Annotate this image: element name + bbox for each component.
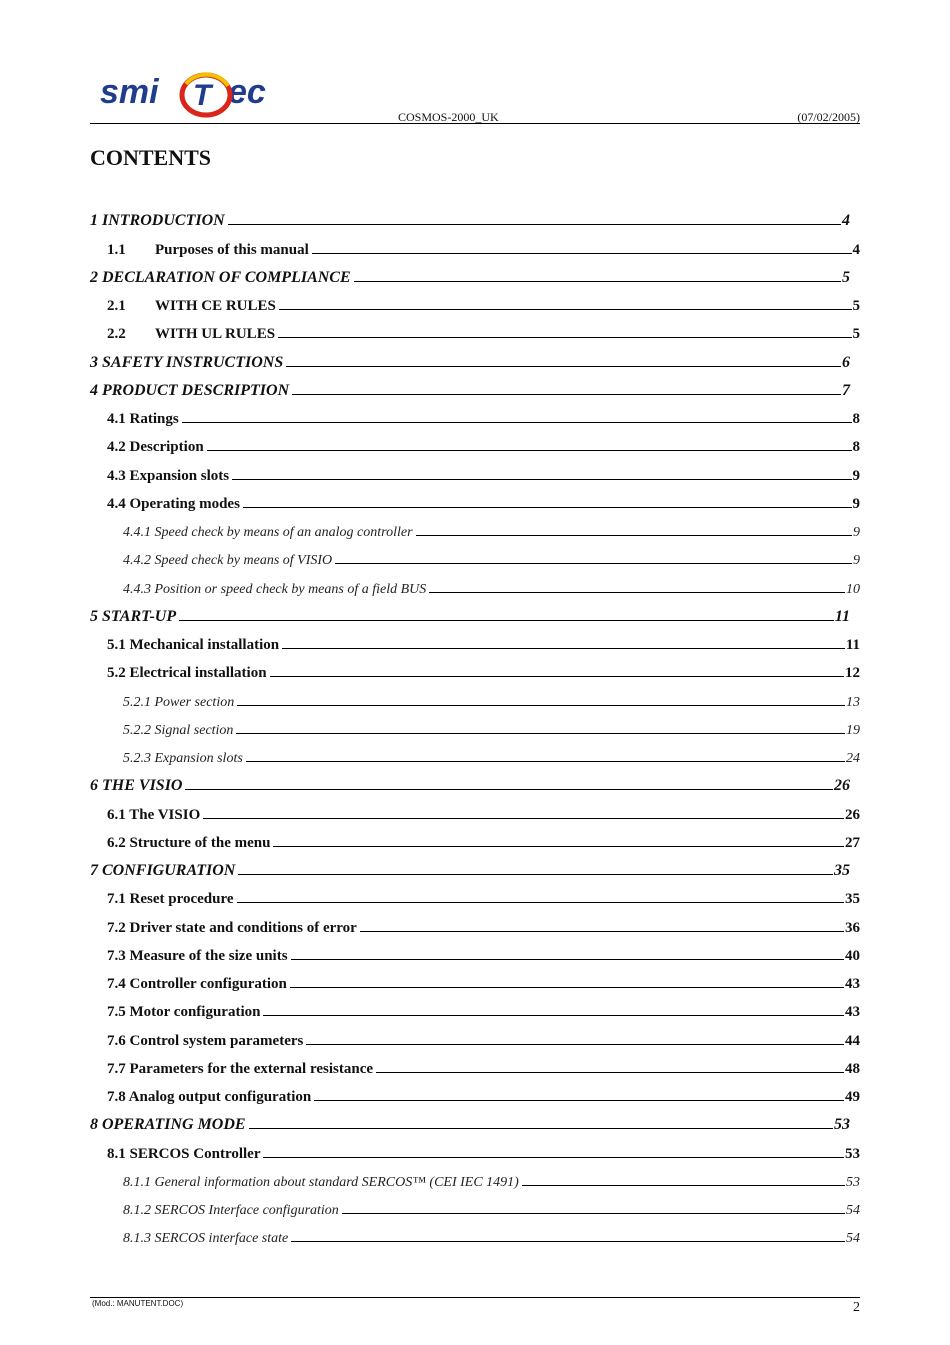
toc-entry-title [123, 525, 413, 541]
toc-entry[interactable] [90, 456, 860, 484]
toc-entry[interactable] [90, 230, 860, 258]
toc-entry-title [107, 1004, 260, 1021]
toc-page-number: 9 [853, 553, 860, 569]
toc-entry-text: 7 CONFIGURATION [90, 862, 236, 879]
toc-leader-line [286, 366, 841, 367]
toc-leader-line [263, 1015, 844, 1016]
toc-entry-title [107, 891, 234, 908]
toc-entry[interactable] [90, 1163, 860, 1191]
toc-entry-text: 8.1.1 General information about standard SERCOS™ (CEI IEC 1491) [123, 1174, 519, 1190]
toc-entry[interactable] [90, 1021, 860, 1049]
toc-leader-line [376, 1072, 844, 1073]
toc-entry-text: 4.1 Ratings [107, 411, 179, 427]
toc-entry-text: WITH CE RULES [155, 298, 276, 314]
toc-entry[interactable] [90, 400, 860, 428]
toc-leader-line [354, 281, 841, 282]
toc-entry-text: 6 THE VISIO [90, 777, 183, 795]
toc-page-number: 11 [834, 607, 850, 625]
document-code: COSMOS-2000_UK [398, 110, 499, 124]
toc-entry[interactable] [90, 485, 860, 513]
toc-entry[interactable] [90, 1106, 860, 1134]
toc-page-number: 9 [852, 467, 860, 484]
toc-entry-title [107, 1033, 303, 1050]
toc-entry-title [123, 723, 233, 739]
toc-entry[interactable] [90, 824, 860, 852]
toc-entry-text: 7.8 Analog output configuration [107, 1089, 312, 1105]
toc-page-number: 35 [834, 862, 850, 879]
toc-entry[interactable] [90, 767, 860, 795]
toc-page-number: 9 [852, 495, 860, 512]
toc-entry[interactable] [90, 202, 860, 230]
toc-page-number: 53 [845, 1145, 860, 1162]
toc-entry[interactable] [90, 626, 860, 654]
toc-entry[interactable] [90, 1050, 860, 1078]
footer-divider [90, 1297, 860, 1298]
toc-entry-title [90, 354, 283, 372]
toc-entry-title [107, 496, 240, 513]
toc-page-number: 43 [845, 976, 860, 992]
toc-page-number: 6 [842, 353, 850, 371]
toc-leader-line [236, 733, 845, 734]
toc-leader-line [182, 422, 852, 423]
toc-entry[interactable] [90, 795, 860, 823]
toc-entry[interactable] [90, 852, 860, 880]
toc-leader-line [246, 761, 845, 762]
smitec-logo [100, 70, 290, 120]
toc-entry-text: 5.2.1 Power section [123, 694, 235, 710]
toc-entry-number: 2.1 [107, 298, 126, 314]
toc-page-number: 27 [845, 834, 860, 851]
toc-entry-text: 4.3 Expansion slots [107, 467, 230, 484]
toc-entry-text: 7.3 Measure of the size units [107, 947, 288, 964]
toc-entry[interactable] [90, 428, 860, 456]
toc-leader-line [232, 479, 851, 480]
header-divider [90, 123, 860, 124]
toc-entry-title [107, 807, 200, 824]
toc-page-number: 7 [842, 381, 850, 399]
toc-entry-title [90, 269, 351, 287]
toc-entry[interactable] [90, 598, 860, 626]
toc-leader-line [207, 450, 852, 451]
toc-entry[interactable] [90, 287, 860, 315]
toc-entry[interactable] [90, 965, 860, 993]
toc-entry[interactable] [90, 654, 860, 682]
toc-page-number: 48 [845, 1060, 860, 1077]
toc-entry[interactable] [90, 259, 860, 287]
toc-page-number: 8 [852, 439, 860, 456]
toc-entry-title [107, 326, 275, 343]
toc-entry-number: 2.2 [107, 326, 126, 343]
toc-entry-title [107, 976, 287, 993]
toc-page-number: 8 [852, 411, 860, 427]
toc-entry-text: 4.2 Description [107, 439, 204, 456]
toc-leader-line [243, 507, 852, 508]
toc-leader-line [335, 563, 852, 564]
toc-page-number: 9 [853, 525, 860, 540]
toc-leader-line [273, 846, 844, 847]
toc-leader-line [306, 1044, 844, 1045]
toc-page-number: 26 [834, 777, 850, 795]
toc-leader-line [270, 676, 844, 677]
toc-entry[interactable] [90, 993, 860, 1021]
toc-entry-text: Purposes of this manual [155, 241, 309, 258]
toc-entry-text: 4.4.3 Position or speed check by means of a field BUS [123, 581, 427, 597]
toc-entry-text: 5.2.3 Expansion slots [123, 751, 243, 766]
toc-entry-text: 7.4 Controller configuration [107, 976, 287, 992]
toc-entry[interactable] [90, 908, 860, 936]
toc-entry[interactable] [90, 739, 860, 767]
toc-page-number: 54 [846, 1231, 860, 1247]
toc-leader-line [522, 1185, 845, 1186]
toc-entry-text: 4.4.2 Speed check by means of VISIO [123, 553, 333, 569]
toc-page-number: 44 [845, 1032, 860, 1049]
toc-page-number: 54 [846, 1203, 860, 1218]
toc-entry-title [107, 468, 229, 485]
toc-page-number: 36 [845, 919, 860, 936]
toc-leader-line [291, 1241, 845, 1242]
toc-entry-text: 1 INTRODUCTION [90, 212, 225, 230]
toc-leader-line [185, 789, 833, 790]
toc-entry[interactable] [90, 541, 860, 569]
document-date: (07/02/2005) [797, 110, 860, 124]
toc-entry-title [90, 862, 235, 880]
toc-entry-title [90, 608, 176, 626]
toc-page-number: 53 [834, 1116, 850, 1134]
toc-entry[interactable] [90, 682, 860, 710]
toc-entry-text: 5.2 Electrical installation [107, 665, 267, 682]
toc-entry-title [123, 751, 243, 767]
table-of-contents [90, 202, 860, 1247]
toc-entry-text: 8.1.3 SERCOS interface state [123, 1231, 289, 1247]
toc-page-number: 35 [845, 891, 860, 908]
toc-page-number: 40 [845, 947, 860, 964]
toc-leader-line [237, 705, 845, 706]
page-title: CONTENTS [90, 145, 212, 170]
toc-entry-text: 7.6 Control system parameters [107, 1032, 304, 1049]
toc-entry-text: 6.1 The VISIO [107, 806, 201, 823]
toc-entry-number: 1.1 [107, 241, 126, 258]
toc-entry-text: 7.7 Parameters for the external resistance [107, 1060, 374, 1077]
toc-leader-line [282, 648, 845, 649]
toc-entry-text: 7.2 Driver state and conditions of error [107, 919, 357, 936]
toc-leader-line [416, 535, 852, 536]
toc-entry-title [107, 1146, 260, 1163]
toc-entry[interactable] [90, 1134, 860, 1162]
toc-page-number: 13 [846, 694, 860, 710]
toc-entry[interactable] [90, 1219, 860, 1247]
toc-leader-line [314, 1100, 844, 1101]
toc-page-number: 5 [842, 268, 850, 286]
toc-entry-title [107, 1089, 311, 1106]
toc-entry-title [107, 298, 276, 315]
toc-leader-line [279, 309, 852, 310]
toc-leader-line [291, 959, 844, 960]
toc-leader-line [237, 902, 844, 903]
toc-page-number: 5 [852, 326, 860, 343]
toc-leader-line [179, 620, 834, 621]
toc-entry-title [123, 1231, 288, 1247]
toc-entry-title [107, 948, 288, 965]
toc-entry-title [107, 439, 204, 456]
toc-leader-line [203, 818, 844, 819]
toc-entry-title [90, 777, 182, 795]
toc-entry-title [123, 582, 426, 598]
toc-leader-line [228, 224, 841, 225]
toc-entry-title [107, 242, 309, 259]
toc-entry-text: WITH UL RULES [155, 326, 276, 343]
toc-entry-text: 4 PRODUCT DESCRIPTION [90, 381, 290, 399]
toc-leader-line [263, 1157, 844, 1158]
toc-entry-title [107, 920, 357, 937]
toc-page-number: 19 [846, 722, 860, 738]
toc-entry-text: 8.1.2 SERCOS Interface configuration [123, 1203, 339, 1218]
toc-leader-line [360, 931, 844, 932]
toc-entry[interactable] [90, 372, 860, 400]
toc-entry-title [107, 1061, 373, 1078]
toc-entry-text: 5.1 Mechanical installation [107, 637, 280, 653]
toc-entry-title [123, 1203, 339, 1219]
toc-page-number: 24 [846, 751, 860, 766]
toc-page-number: 43 [845, 1004, 860, 1021]
toc-leader-line [342, 1213, 845, 1214]
toc-page-number: 12 [845, 665, 860, 682]
toc-entry-text: 8.1 SERCOS Controller [107, 1145, 261, 1162]
toc-entry-text: 4.4 Operating modes [107, 495, 240, 512]
toc-leader-line [290, 987, 844, 988]
toc-entry-title [90, 212, 225, 230]
toc-entry-title [107, 835, 270, 852]
toc-entry-text: 8 OPERATING MODE [90, 1116, 246, 1134]
toc-entry[interactable] [90, 343, 860, 371]
toc-entry-title [123, 1175, 519, 1191]
toc-entry-text: 3 SAFETY INSTRUCTIONS [90, 353, 284, 371]
toc-page-number: 49 [845, 1089, 860, 1105]
toc-leader-line [249, 1128, 833, 1129]
toc-entry[interactable] [90, 1078, 860, 1106]
toc-page-number: 53 [846, 1174, 860, 1190]
toc-entry[interactable] [90, 1191, 860, 1219]
toc-entry-text: 7.1 Reset procedure [107, 891, 234, 908]
toc-entry-text: 7.5 Motor configuration [107, 1004, 261, 1021]
toc-page-number: 11 [845, 637, 860, 653]
svg-text:T: T [193, 79, 212, 112]
toc-entry[interactable] [90, 513, 860, 541]
toc-entry[interactable] [90, 880, 860, 908]
toc-page-number: 5 [852, 298, 860, 314]
toc-entry-text: 4.4.1 Speed check by means of an analog controller [123, 525, 413, 540]
toc-entry-title [107, 637, 279, 654]
page-number: 2 [853, 1300, 860, 1315]
toc-page-number: 10 [846, 581, 860, 597]
toc-leader-line [292, 394, 841, 395]
toc-entry-title [90, 1116, 246, 1134]
svg-text:smi: smi [100, 73, 159, 111]
toc-page-number: 26 [845, 806, 860, 823]
toc-entry-title [90, 382, 289, 400]
toc-entry[interactable] [90, 315, 860, 343]
toc-leader-line [429, 592, 845, 593]
footer-module-label: (Mod.: MANUTENT.DOC) [92, 1299, 184, 1308]
toc-page-number: 4 [842, 212, 850, 230]
toc-page-number: 4 [852, 241, 860, 258]
toc-entry-title [107, 411, 179, 428]
toc-entry-text: 5 START-UP [90, 607, 177, 625]
toc-entry-title [123, 553, 332, 569]
toc-entry-title [107, 665, 267, 682]
toc-entry-text: 6.2 Structure of the menu [107, 834, 271, 851]
toc-entry[interactable] [90, 937, 860, 965]
toc-leader-line [238, 874, 833, 875]
toc-entry[interactable] [90, 569, 860, 597]
toc-entry-text: 2 DECLARATION OF COMPLIANCE [90, 268, 351, 286]
toc-entry-title [123, 695, 234, 711]
toc-leader-line [278, 337, 851, 338]
toc-entry-text: 5.2.2 Signal section [123, 722, 234, 738]
toc-entry[interactable] [90, 711, 860, 739]
svg-text:ec: ec [228, 73, 266, 111]
toc-leader-line [312, 253, 852, 254]
